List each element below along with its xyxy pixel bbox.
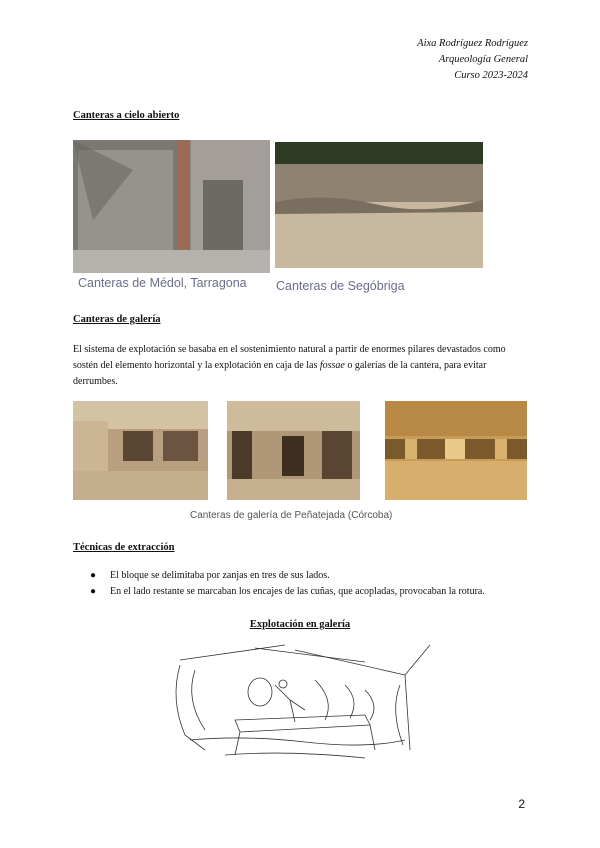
course-name: Arqueología General [438,54,528,65]
bullet-icon: ● [90,586,97,597]
gallery-paragraph-part2: o galerías de la cantera, para evitar derrumbes. [73,360,487,387]
bullet-icon: ● [90,570,97,581]
gallery-paragraph-italic: fossae [319,360,345,371]
bullet-text-2: En el lado restante se marcaban los encajes de las cuñas, que acopladas, provocaban la rotura. [110,586,485,597]
document-header [417,36,528,84]
course-year: Curso 2023-2024 [454,70,528,81]
figure-title: Explotación en galería [249,619,351,630]
photo-gallery-3 [385,401,527,500]
photo-medol-quarry [73,140,270,273]
gallery-paragraph-part1: El sistema de explotación se basaba en el sostenimiento natural a partir de enormes pilares devastados como sostén del elemento horizontal y la explotación en caja de las [73,344,506,371]
caption-medol: Canteras de Médol, Tarragona [78,276,247,290]
bullet-text-1: El bloque se delimitaba por zanjas en tres de sus lados. [110,570,330,581]
caption-gallery: Canteras de galería de Peñatejada (Córcoba) [190,510,393,521]
gallery-paragraph [73,342,533,390]
page-number: 2 [518,797,525,811]
techniques-list [90,568,540,600]
photo-gallery-2 [227,401,360,500]
section-title-gallery: Canteras de galería [73,314,161,325]
figure-title-wrap [0,614,600,632]
gallery-exploitation-drawing [165,640,435,775]
list-item [90,568,540,584]
section-title-open-pit: Canteras a cielo abierto [73,110,180,121]
photo-segobriga-quarry [275,142,483,268]
author-name: Aixa Rodríguez Rodríguez [417,38,528,49]
photo-gallery-1 [73,401,208,500]
section-title-techniques: Técnicas de extracción [73,542,175,553]
list-item [90,584,540,600]
caption-segobriga: Canteras de Segóbriga [276,279,405,293]
